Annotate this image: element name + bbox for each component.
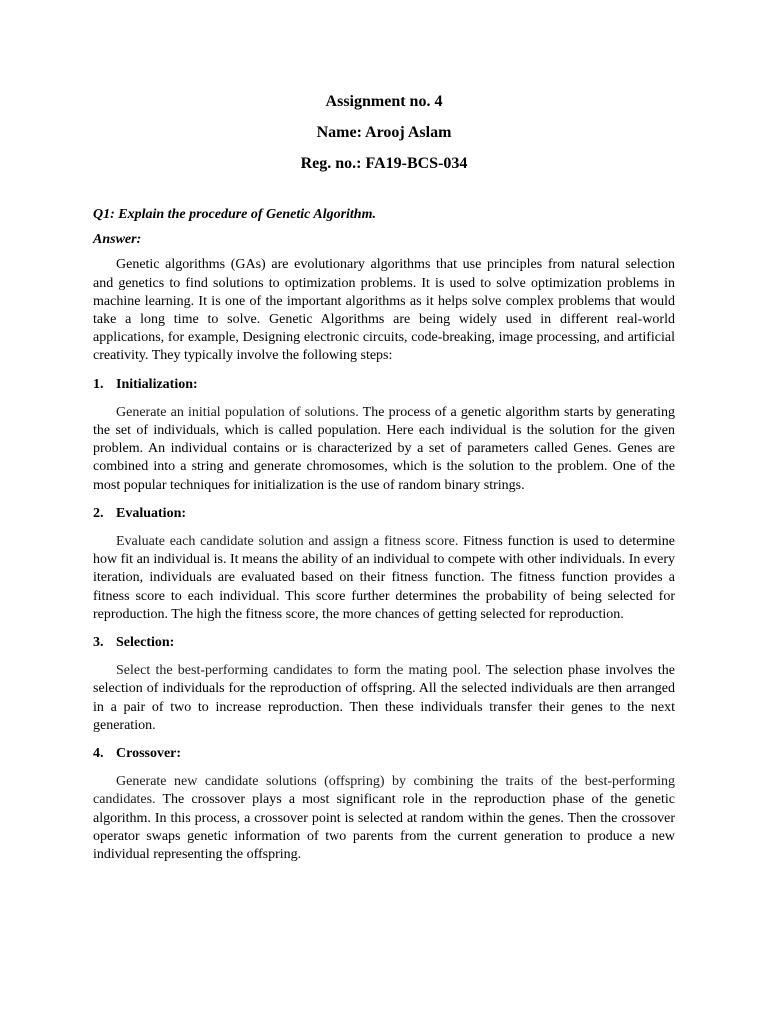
step-paragraph-evaluation: [93, 533, 675, 624]
step-title: Crossover:: [116, 746, 182, 762]
student-name: Name: Arooj Aslam: [316, 124, 452, 141]
step-title: Selection:: [116, 635, 175, 651]
step-number: 2.: [93, 505, 104, 521]
answer-label: Answer:: [93, 232, 142, 248]
question-heading: Q1: Explain the procedure of Genetic Algorithm.: [93, 207, 376, 222]
step-lead: Evaluate each candidate solution and assign a fitness score.: [116, 534, 459, 550]
step-title: Evaluation:: [116, 505, 187, 521]
registration-number: Reg. no.: FA19-BCS-034: [300, 155, 468, 172]
step-number: 4.: [93, 746, 104, 762]
step-heading-evaluation: [93, 505, 675, 523]
step-number: 3.: [93, 635, 104, 651]
step-heading-initialization: [93, 376, 675, 394]
step-text: The crossover plays a most significant role in the reproduction phase of the genetic algorithm. In this process, a crossover point is selected at random within the genes. Then the crossover operator swaps genetic information of two parents from the current generation to produce a new individual representing the offspring.: [93, 792, 675, 863]
step-paragraph-selection: [93, 662, 675, 735]
step-text: Fitness function is used to determine how fit an individual is. It means the ability of an individual to compete with other individuals. In every iteration, individuals are evaluated based on their fitness function. The fitness function provides a fitness score to each individual. This score further determines the probability of being selected for reproduction. The high the fitness score, the more chances of getting selected for reproduction.: [93, 534, 675, 622]
step-title: Initialization:: [116, 376, 198, 392]
assignment-title: Assignment no. 4: [325, 93, 443, 110]
step-number: 1.: [93, 376, 104, 392]
intro-paragraph: Genetic algorithms (GAs) are evolutionary algorithms that use principles from natural selection and genetics to find solutions to optimization problems. It is used to solve optimization problems in machine learning. It is one of the important algorithms as it helps solve complex problems that would take a long time to solve. Genetic Algorithms are being widely used in different real-world applications, for example, Designing electronic circuits, code-breaking, image processing, and artificial creativity. They typically involve the following steps:: [93, 257, 675, 364]
step-paragraph-crossover: [93, 773, 675, 864]
step-text: The process of a genetic algorithm starts by generating the set of individuals, which is called population. Here each individual is the solution for the given problem. An individual contains or is characterized by a set of parameters called Genes. Genes are combined into a string and generate chromosomes, which is the solution to the problem. One of the most popular techniques for initialization is the use of random binary strings.: [93, 404, 675, 493]
step-text: The selection phase involves the selection of individuals for the reproduction of offspring. All the selected individuals are then arranged in a pair of two to increase reproduction. Then these individuals transfer their genes to the next generation.: [93, 663, 675, 733]
step-heading-crossover: [93, 745, 675, 763]
step-lead: Select the best-performing candidates to form the mating pool.: [116, 663, 482, 679]
document-header: [0, 86, 768, 179]
step-lead: Generate new candidate solutions (offspring) by combining the traits of the best-performing candidates.: [93, 774, 675, 808]
step-lead: Generate an initial population of solutions.: [116, 404, 359, 420]
step-heading-selection: [93, 634, 675, 652]
document-body: [93, 206, 675, 864]
step-paragraph-initialization: [93, 404, 675, 495]
